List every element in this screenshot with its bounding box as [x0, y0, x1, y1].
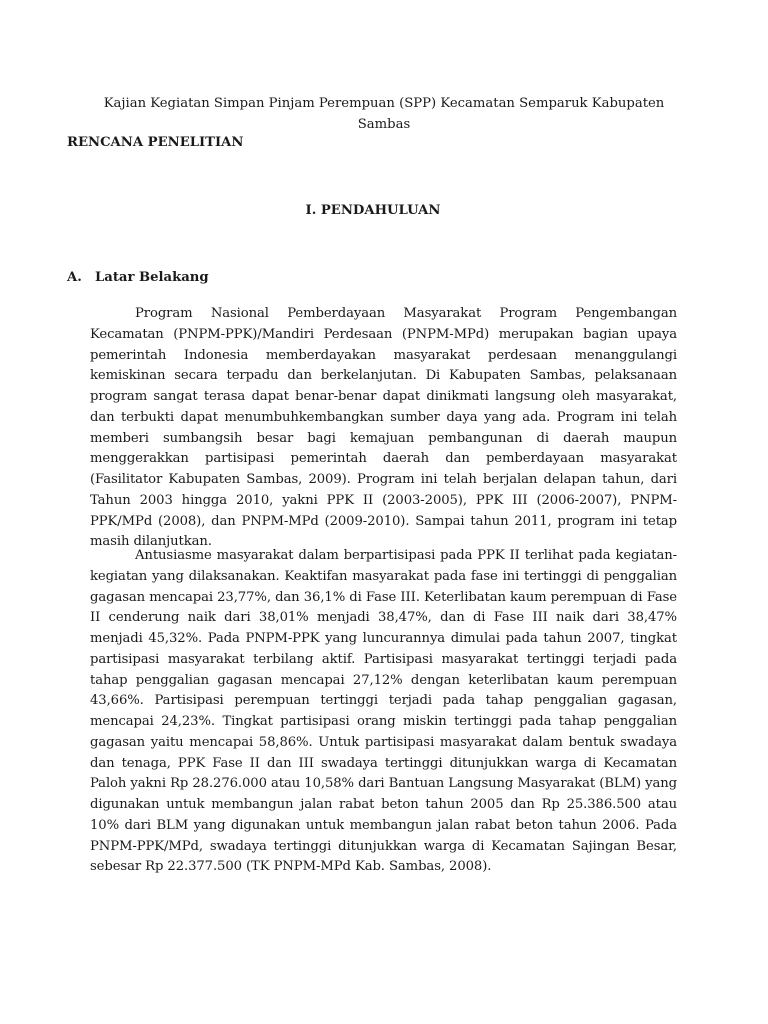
- subsection-letter: A.: [67, 270, 82, 285]
- subsection-heading: [67, 270, 209, 285]
- subsection-title: Latar Belakang: [95, 270, 209, 285]
- body-paragraph: Antusiasme masyarakat dalam berpartisipasi pada PPK II terlihat pada kegiatan-kegiatan yang dilaksanakan. Keaktifan masyarakat pada fase ini tertinggi di penggalian gagasan mencapai 23,77%, dan 36,1% di Fase III. Keterlibatan kaum perempuan di Fase II cenderung naik dari 38,01% menjadi 38,47%, dan di Fase III naik dari 38,47% menjadi 45,32%. Pada PNPM-PPK yang luncurannya dimulai pada tahun 2007, tingkat partisipasi masyarakat terbilang aktif. Partisipasi masyarakat tertinggi terjadi pada tahap penggalian gagasan mencapai 27,12% dengan keterlibatan kaum perempuan 43,66%. Partisipasi perempuan tertinggi terjadi pada tahap penggalian gagasan, mencapai 24,23%. Tingkat partisipasi orang miskin tertinggi pada tahap penggalian gagasan yaitu mencapai 58,86%. Untuk partisipasi masyarakat dalam bentuk swadaya dan tenaga, PPK Fase II dan III swadaya tertinggi ditunjukkan warga di Kecamatan Paloh yakni Rp 28.276.000 atau 10,58% dari Bantuan Langsung Masyarakat (BLM) yang digunakan untuk membangun jalan rabat beton tahun 2005 dan Rp 25.386.500 atau 10% dari BLM yang digunakan untuk membangun jalan rabat beton tahun 2006. Pada PNPM-PPK/MPd, swadaya tertinggi ditunjukkan warga di Kecamatan Sajingan Besar, sebesar Rp 22.377.500 (TK PNPM-MPd Kab. Sambas, 2008).: [90, 548, 677, 875]
- section-label: RENCANA PENELITIAN: [67, 135, 244, 150]
- body-paragraph: Program Nasional Pemberdayaan Masyarakat Program Pengembangan Kecamatan (PNPM-PPK)/Mandiri Perdesaan (PNPM-MPd) merupakan bagian upaya pemerintah Indonesia memberdayakan masyarakat perdesaan menanggulangi kemiskinan secara terpadu dan berkelanjutan. Di Kabupaten Sambas, pelaksanaan program sangat terasa dapat benar-benar dapat dinikmati langsung oleh masyarakat, dan terbukti dapat menumbuhkembangkan sumber daya yang ada. Program ini telah memberi sumbangsih besar bagi kemajuan pembangunan di daerah maupun menggerakkan partisipasi pemerintah daerah dan pemberdayaan masyarakat (Fasilitator Kabupaten Sambas, 2009). Program ini telah berjalan delapan tahun, dari Tahun 2003 hingga 2010, yakni PPK II (2003-2005), PPK III (2006-2007), PNPM-PPK/MPd (2008), dan PNPM-MPd (2009-2010). Sampai tahun 2011, program ini tetap masih dilanjutkan.: [90, 306, 677, 550]
- chapter-title: I. PENDAHULUAN: [305, 203, 441, 218]
- document-title: Kajian Kegiatan Simpan Pinjam Perempuan (SPP) Kecamatan Semparuk Kabupaten Sambas: [103, 96, 665, 132]
